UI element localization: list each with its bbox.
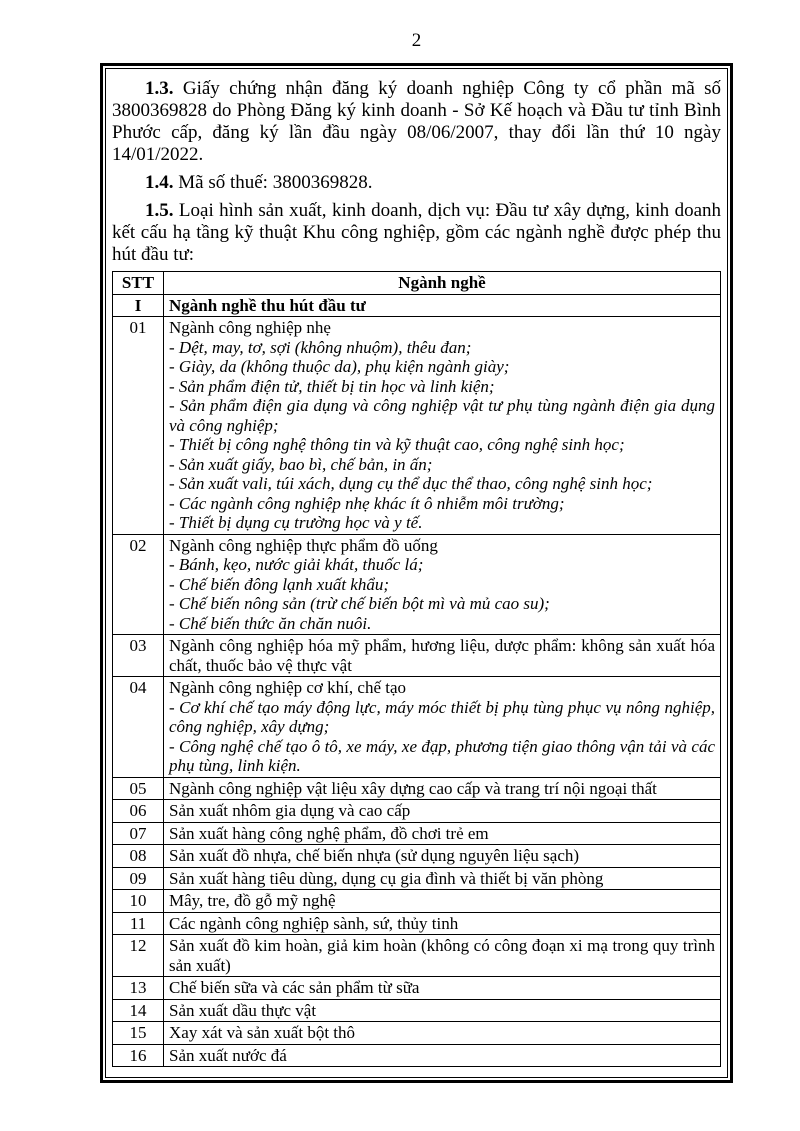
row-content <box>164 534 721 635</box>
table-row <box>113 1022 721 1045</box>
industry-item: - Các ngành công nghiệp nhẹ khác ít ô nhiễm môi trường; <box>169 493 565 513</box>
paragraph-1-4 <box>112 172 721 194</box>
table-header-row <box>113 272 721 295</box>
header-cell-stt: STT <box>113 272 164 295</box>
industry-item: - Chế biến thức ăn chăn nuôi. <box>169 613 372 633</box>
industry-item: - Chế biến đông lạnh xuất khẩu; <box>169 574 390 594</box>
row-stt: 01 <box>113 317 164 535</box>
table-row <box>113 317 721 535</box>
row-stt: 14 <box>113 999 164 1022</box>
industry-text: Xay xát và sản xuất bột thô <box>169 1023 356 1042</box>
industry-item: - Chế biến nông sản (trừ chế biến bột mì và mủ cao su); <box>169 594 550 613</box>
industry-text: Sản xuất hàng công nghệ phẩm, đồ chơi trẻ em <box>169 823 489 843</box>
row-stt: 11 <box>113 912 164 935</box>
industry-title: Ngành công nghiệp cơ khí, chế tạo <box>169 678 407 697</box>
page-number: 2 <box>411 30 422 51</box>
industry-item: - Thiết bị dụng cụ trường học và y tế. <box>169 513 423 532</box>
industry-title: Ngành công nghiệp thực phẩm đồ uống <box>169 535 438 555</box>
industry-item: - Dệt, may, tơ, sợi (không nhuộm), thêu đan; <box>169 337 472 357</box>
industry-item: - Giày, da (không thuộc da), phụ kiện ngành giày; <box>169 357 510 376</box>
table-row <box>113 912 721 935</box>
section-label-1-3: 1.3. <box>145 78 174 99</box>
table-row <box>113 534 721 635</box>
paragraph-1-5 <box>112 200 721 266</box>
industry-item: - Sản xuất vali, túi xách, dụng cụ thể dục thể thao, công nghệ sinh học; <box>169 474 653 493</box>
row-stt: 16 <box>113 1044 164 1067</box>
industry-item: - Bánh, kẹo, nước giải khát, thuốc lá; <box>169 555 424 574</box>
industry-text: Sản xuất hàng tiêu dùng, dụng cụ gia đình và thiết bị văn phòng <box>169 868 604 888</box>
row-content <box>164 777 721 800</box>
row-stt: 12 <box>113 935 164 977</box>
table-row <box>113 935 721 977</box>
industry-text: Các ngành công nghiệp sành, sứ, thủy tinh <box>169 913 459 933</box>
row-stt: 08 <box>113 845 164 868</box>
row-stt: 04 <box>113 677 164 778</box>
industry-text: Sản xuất dầu thực vật <box>169 1000 317 1020</box>
row-content <box>164 677 721 778</box>
section-row-stt: I <box>113 294 164 317</box>
row-content <box>164 999 721 1022</box>
paragraph-1-3 <box>112 78 721 166</box>
row-content <box>164 1022 721 1045</box>
section-text-1-5: Loại hình sản xuất, kinh doanh, dịch vụ: Đầu tư xây dựng, kinh doanh kết cấu hạ tầng kỹ thuật Khu công nghiệp, gồm các ngành nghề được phép thu hút đầu tư: <box>112 200 722 265</box>
industry-text: Sản xuất đồ kim hoàn, giả kim hoàn (không có công đoạn xi mạ trong quy trình sản xuất) <box>169 936 715 975</box>
section-text-1-4: Mã số thuế: 3800369828. <box>178 172 373 193</box>
industry-item: - Cơ khí chế tạo máy động lực, máy móc thiết bị phụ tùng phục vụ nông nghiệp, công nghiệp, xây dựng; <box>169 697 715 736</box>
table-row <box>113 867 721 890</box>
industry-text: Ngành công nghiệp vật liệu xây dựng cao cấp và trang trí nội ngoại thất <box>169 778 657 798</box>
row-stt: 05 <box>113 777 164 800</box>
row-stt: 10 <box>113 890 164 913</box>
table-row <box>113 890 721 913</box>
row-content <box>164 845 721 868</box>
industry-text: Sản xuất nước đá <box>169 1045 287 1065</box>
table-row <box>113 822 721 845</box>
row-content <box>164 890 721 913</box>
row-stt: 13 <box>113 977 164 1000</box>
row-content <box>164 935 721 977</box>
document-box <box>100 63 733 1083</box>
row-content <box>164 867 721 890</box>
industry-text: Sản xuất nhôm gia dụng và cao cấp <box>169 801 411 820</box>
table-row <box>113 677 721 778</box>
header-cell-name: Ngành nghề <box>164 272 721 295</box>
row-stt: 15 <box>113 1022 164 1045</box>
row-content <box>164 635 721 677</box>
industry-item: - Thiết bị công nghệ thông tin và kỹ thuật cao, công nghệ sinh học; <box>169 435 625 454</box>
industry-title: Ngành công nghiệp nhẹ <box>169 318 331 337</box>
industry-item: - Công nghệ chế tạo ô tô, xe máy, xe đạp, phương tiện giao thông vận tải và các phụ tùng, linh kiện. <box>169 736 715 775</box>
table-row <box>113 777 721 800</box>
row-content <box>164 822 721 845</box>
section-text-1-3: Giấy chứng nhận đăng ký doanh nghiệp Công ty cổ phần mã số 3800369828 do Phòng Đăng ký kinh doanh - Sở Kế hoạch và Đầu tư tỉnh Bình Phước cấp, đăng ký lần đầu ngày 08/06/2007, thay đổi lần thứ 10 ngày 14/01/2022. <box>112 78 721 165</box>
industry-text: Sản xuất đồ nhựa, chế biến nhựa (sử dụng nguyên liệu sạch) <box>169 846 580 865</box>
industry-text: Mây, tre, đồ gỗ mỹ nghệ <box>169 891 336 910</box>
table-row <box>113 977 721 1000</box>
table-section-row <box>113 294 721 317</box>
table-row <box>113 800 721 823</box>
row-content <box>164 1044 721 1067</box>
document-inner-border <box>105 68 728 1078</box>
row-stt: 03 <box>113 635 164 677</box>
section-row-title: Ngành nghề thu hút đầu tư <box>164 294 721 317</box>
industry-text: Chế biến sữa và các sản phẩm từ sữa <box>169 978 420 997</box>
industries-table <box>112 271 721 1067</box>
industry-item: - Sản phẩm điện gia dụng và công nghiệp vật tư phụ tùng ngành điện gia dụng và công nghiệp; <box>169 396 715 435</box>
section-label-1-5: 1.5. <box>145 200 174 221</box>
industry-item: - Sản xuất giấy, bao bì, chế bản, in ấn; <box>169 454 433 474</box>
row-content <box>164 912 721 935</box>
row-stt: 09 <box>113 867 164 890</box>
industry-text: Ngành công nghiệp hóa mỹ phẩm, hương liệu, dược phẩm: không sản xuất hóa chất, thuốc bảo vệ thực vật <box>169 636 715 675</box>
table-row <box>113 999 721 1022</box>
row-stt: 06 <box>113 800 164 823</box>
table-row <box>113 1044 721 1067</box>
row-content <box>164 800 721 823</box>
table-row <box>113 845 721 868</box>
table-row <box>113 635 721 677</box>
row-stt: 07 <box>113 822 164 845</box>
row-stt: 02 <box>113 534 164 635</box>
row-content <box>164 317 721 535</box>
section-label-1-4: 1.4. <box>145 172 174 193</box>
row-content <box>164 977 721 1000</box>
industry-item: - Sản phẩm điện tử, thiết bị tin học và linh kiện; <box>169 376 495 396</box>
